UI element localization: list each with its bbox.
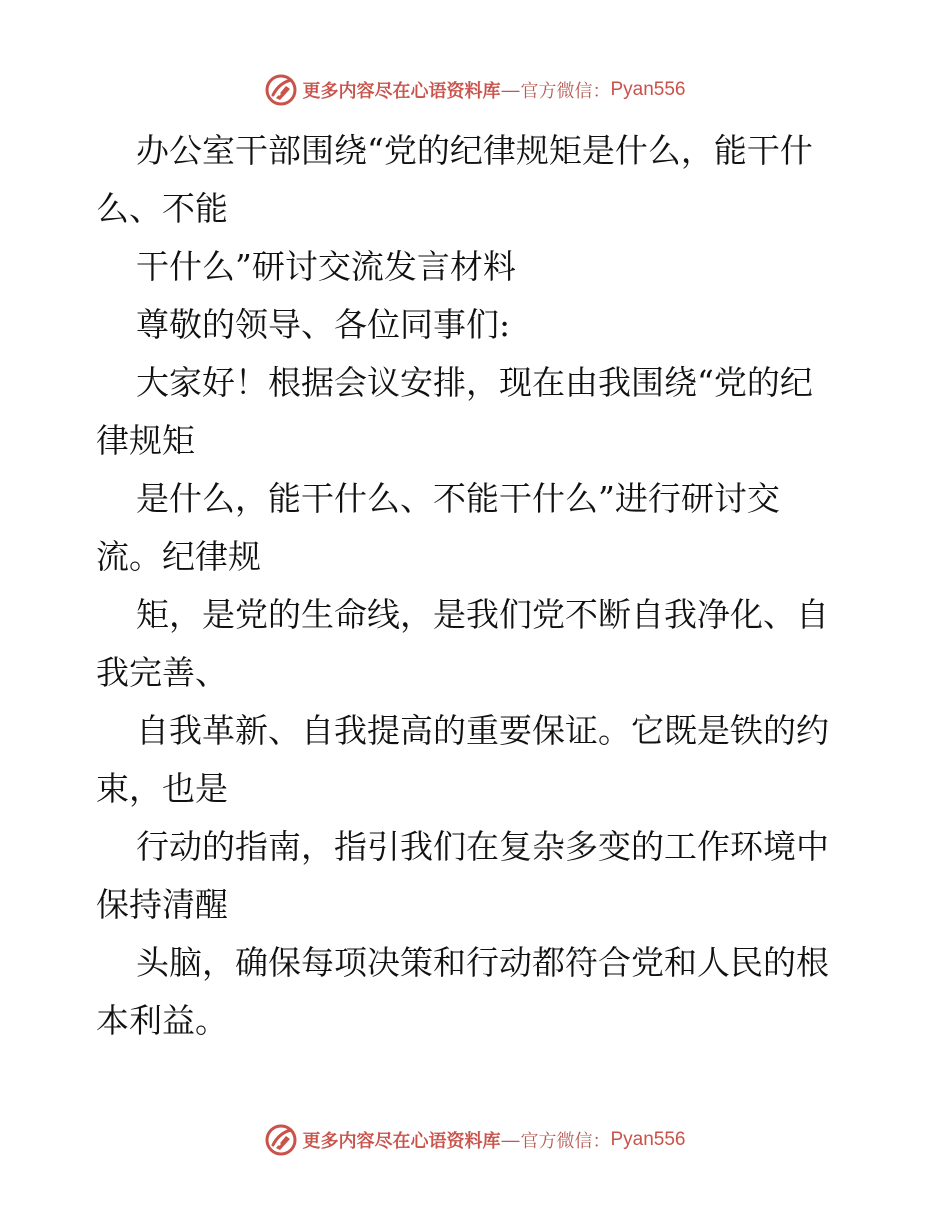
text-line: 束，也是 [96,769,228,808]
banner-wechat-label: 官方微信： [520,1131,611,1152]
text-line: 本利益。 [96,1001,228,1040]
text-line: 是什么，能干什么、不能干什么”进行研讨交 [136,479,780,518]
text-line: 尊敬的领导、各位同事们: [136,305,511,344]
text-line: 么、不能 [96,189,228,228]
text-line: 自我革新、自我提高的重要保证。它既是铁的约 [136,711,829,750]
header-banner [0,70,950,110]
pen-circle-logo-icon [264,1123,298,1157]
banner-text: 更多内容尽在心语资料库 [302,81,501,102]
pen-circle-logo-icon [264,73,298,107]
text-line: 保持清醒 [96,885,228,924]
text-line: 流。纪律规 [96,537,261,576]
text-line: 行动的指南，指引我们在复杂多变的工作环境中 [136,827,829,866]
banner-wechat-id: Pyan556 [610,79,686,100]
text-line: 办公室干部围绕“党的纪律规矩是什么，能干什 [136,131,813,170]
banner-dash: — [501,1129,520,1150]
banner-text: 更多内容尽在心语资料库 [302,1131,501,1152]
banner-dash: — [501,79,520,100]
text-line: 头脑，确保每项决策和行动都符合党和人民的根 [136,943,829,982]
text-line: 干什么”研讨交流发言材料 [136,247,516,286]
banner-wechat-label: 官方微信： [520,81,611,102]
text-line: 律规矩 [96,421,195,460]
text-line: 矩，是党的生命线，是我们党不断自我净化、自 [136,595,829,634]
text-line: 我完善、 [96,653,228,692]
banner-wechat-id: Pyan556 [610,1129,686,1150]
document-body [96,122,866,1050]
footer-banner [0,1120,950,1160]
text-line: 大家好！根据会议安排，现在由我围绕“党的纪 [136,363,813,402]
